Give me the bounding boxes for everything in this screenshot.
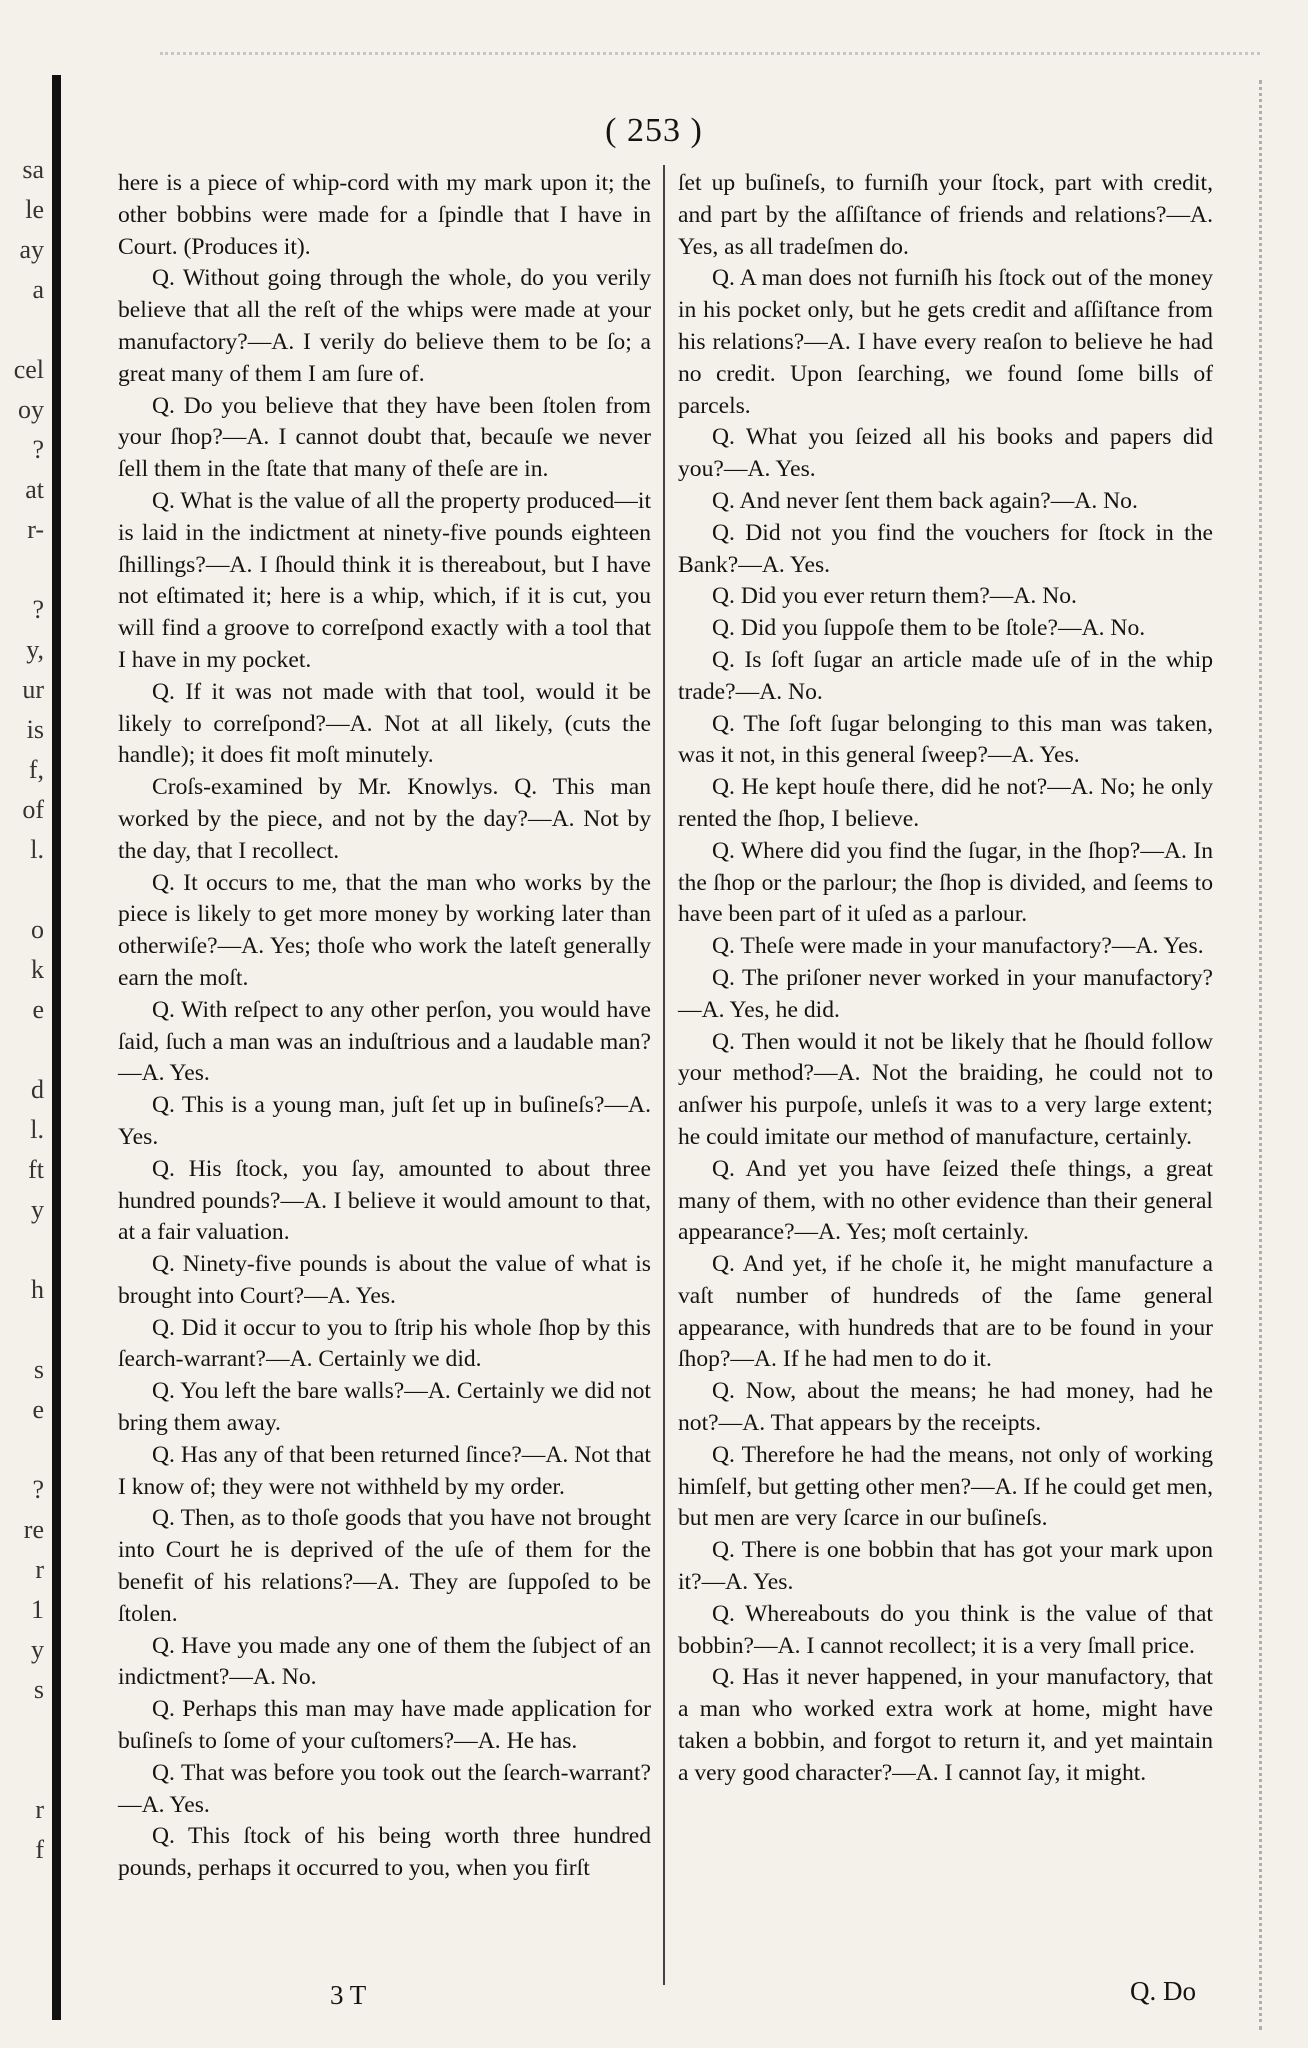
adjacent-page-fragments <box>0 150 44 1950</box>
page-number: ( 253 ) <box>605 112 703 149</box>
paragraph: Q. This is a young man, juſt ſet up in buſineſs?—A. Yes. <box>118 1092 651 1150</box>
paragraph: Q. Has it never happened, in your manufactory, that a man who worked extra work at home, might have taken a bobbin, and forgot to return it, and yet maintain a very good character?—A. I cannot ſay, it might. <box>678 1664 1213 1786</box>
paragraph: Q. And yet, if he choſe it, he might manufacture a vaſt number of hundreds of the ſame general appearance, with hundreds that are to be found in your ſhop?—A. If he had men to do it. <box>678 1251 1213 1373</box>
fragment <box>0 870 44 910</box>
fragment <box>0 310 44 350</box>
paragraph: Q. Is ſoft ſugar an article made uſe of in the whip trade?—A. No. <box>678 646 1213 705</box>
paragraph: Q. Have you made any one of them the ſubject of an indictment?—A. No. <box>118 1632 651 1691</box>
fragment <box>0 1750 44 1790</box>
paragraph: Q. Therefore he had the means, not only of working himſelf, but getting other men?—A. If he could get men, but men are very ſcarce in our buſineſs. <box>678 1441 1213 1532</box>
paragraph: Q. A man does not furniſh his ſtock out of the money in his pocket only, but he gets credit and aſſiſtance from his relations?—A. I have every reaſon to believe he had no credit. Upon ſearching, we found ſome bills of parcels. <box>678 265 1213 419</box>
paragraph: Q. Where did you find the ſugar, in the ſhop?—A. In the ſhop or the parlour; the ſhop is divided, and ſeems to have been part of it uſed as a parlour. <box>678 837 1213 928</box>
paragraph: Q. What you ſeized all his books and papers did you?—A. Yes. <box>678 424 1213 483</box>
fragment: y <box>31 1635 44 1664</box>
fragment: a <box>32 275 44 304</box>
scan-noise-right <box>1259 80 1302 2030</box>
fragment: r <box>35 1555 44 1584</box>
fragment: cel <box>13 355 44 384</box>
paragraph: Q. If it was not made with that tool, would it be likely to correſpond?—A. Not at all likely, (cuts the handle); it does fit moſt minutely. <box>118 678 651 769</box>
fragment: 1 <box>31 1595 44 1624</box>
paragraph: Q. And never ſent them back again?—A. No. <box>712 487 1138 514</box>
fragment: s <box>33 1675 44 1704</box>
paragraph: ſet up buſineſs, to furniſh your ſtock, part with credit, and part by the aſſiſtance of friends and relations?—A. Yes, as all tradeſmen do. <box>678 170 1213 260</box>
paragraph: Q. Do you believe that they have been ſtolen from your ſhop?—A. I cannot doubt that, becauſe we never ſell them in the ſtate that many of theſe are in. <box>118 392 651 483</box>
fragment: ft <box>28 1155 44 1184</box>
paragraph: Q. And yet you have ſeized theſe things, a great many of them, with no other evidence than their general appearance?—A. Yes; moſt certainly. <box>678 1155 1213 1246</box>
paragraph: Q. That was before you took out the ſearch-warrant?—A. Yes. <box>118 1759 651 1818</box>
paragraph: Q. Then, as to thoſe goods that you have not brought into Court he is deprived of the uſe of them for the benefit of his relations?—A. They are ſuppoſed to be ſtolen. <box>118 1505 651 1627</box>
fragment <box>0 1870 44 1910</box>
paragraph: Q. Now, about the means; he had money, had he not?—A. That appears by the receipts. <box>678 1378 1213 1437</box>
left-column <box>118 168 651 1885</box>
fragment: is <box>26 715 44 744</box>
fragment <box>0 1310 44 1350</box>
fragment <box>0 1030 44 1070</box>
paragraph: Q. You left the bare walls?—A. Certainly we did not bring them away. <box>118 1378 651 1437</box>
fragment: k <box>31 955 44 984</box>
fragment: y <box>31 1195 44 1224</box>
paragraph: Q. The priſoner never worked in your manufactory?—A. Yes, he did. <box>678 964 1213 1023</box>
fragment: r <box>35 1795 44 1824</box>
fragment: f <box>35 1835 44 1864</box>
paragraph: Q. He kept houſe there, did he not?—A. No; he only rented the ſhop, I believe. <box>678 774 1213 832</box>
fragment <box>0 1430 44 1470</box>
right-column <box>678 168 1213 1790</box>
column-divider <box>663 165 665 1985</box>
paragraph: Q. Has any of that been returned ſince?—A. Not that I know of; they were not withheld by my order. <box>118 1441 651 1500</box>
fragment: ? <box>32 595 44 624</box>
paragraph: here is a piece of whip-cord with my mark upon it; the other bobbins were made for a ſpindle that I have in Court. (Produces it). <box>118 170 651 260</box>
fragment: h <box>31 1275 44 1304</box>
fragment <box>0 1230 44 1270</box>
paragraph: Q. The ſoft ſugar belonging to this man was taken, was it not, in this general ſweep?—A. Yes. <box>678 710 1213 769</box>
fragment: le <box>25 195 44 224</box>
fragment: oy <box>18 395 44 424</box>
fragment: ? <box>32 1475 44 1504</box>
fragment: r- <box>27 515 44 544</box>
catchword: Q. Do <box>1130 1976 1196 2006</box>
fragment: of <box>22 795 44 824</box>
fragment <box>0 1710 44 1750</box>
fragment: ay <box>19 235 44 264</box>
fragment: l. <box>30 1115 44 1144</box>
fragment: l. <box>30 835 44 864</box>
fragment: re <box>23 1515 44 1544</box>
signature-mark: 3 T <box>330 1980 367 2010</box>
paragraph: Q. This ſtock of his being worth three hundred pounds, perhaps it occurred to you, when you firſt <box>118 1823 651 1882</box>
scan-noise-top <box>160 52 1260 65</box>
fragment <box>0 550 44 590</box>
paragraph: Q. With reſpect to any other perſon, you would have ſaid, ſuch a man was an induſtrious and a laudable man?—A. Yes. <box>118 996 651 1087</box>
paragraph: Q. Whereabouts do you think is the value of that bobbin?—A. I cannot recollect; it is a very ſmall price. <box>678 1600 1213 1659</box>
fragment: e <box>32 995 44 1024</box>
fragment: ? <box>32 435 44 464</box>
paragraph: Q. Ninety-five pounds is about the value of what is brought into Court?—A. Yes. <box>118 1251 651 1309</box>
fragment: sa <box>22 155 44 184</box>
fragment: e <box>32 1395 44 1424</box>
binding-shadow <box>52 75 61 2020</box>
paragraph: Q. What is the value of all the property produced—it is laid in the indictment at ninety-five pounds eighteen ſhillings?—A. I ſhould think it is thereabout, but I have not eſtimated it; here is a whip, which, if it is cut, you will find a groove to correſpond exactly with a tool that I have in my pocket. <box>118 487 651 673</box>
fragment: at <box>25 475 44 504</box>
fragment: y, <box>26 635 44 664</box>
paragraph: Q. There is one bobbin that has got your mark upon it?—A. Yes. <box>678 1537 1213 1596</box>
paragraph: Q. Did it occur to you to ſtrip his whole ſhop by this ſearch-warrant?—A. Certainly we did. <box>118 1314 651 1373</box>
fragment: f, <box>28 755 44 784</box>
fragment: ur <box>22 675 44 704</box>
paragraph: Q. Did not you find the vouchers for ſtock in the Bank?—A. Yes. <box>678 519 1213 578</box>
fragment: s <box>33 1355 44 1384</box>
fragment: o <box>31 915 44 944</box>
paragraph: Q. Without going through the whole, do you verily believe that all the reſt of the whips were made at your manufactory?—A. I verily do believe them to be ſo; a great many of them I am ſure of. <box>118 265 651 387</box>
paragraph: Q. It occurs to me, that the man who works by the piece is likely to get more money by working later than otherwiſe?—A. Yes; thoſe who work the lateſt generally earn the moſt. <box>118 869 651 991</box>
paragraph: Q. Then would it not be likely that he ſhould follow your method?—A. Not the braiding, he could not to anſwer his purpoſe, unleſs it was to a very large extent; he could imitate our method of manufacture, certainly. <box>678 1028 1213 1150</box>
paragraph: Q. Did you ſuppoſe them to be ſtole?—A. No. <box>712 615 1146 642</box>
paragraph: Q. Perhaps this man may have made application for buſineſs to ſome of your cuſtomers?—A. He has. <box>118 1696 651 1755</box>
fragment: d <box>31 1075 44 1104</box>
paragraph: Croſs-examined by Mr. Knowlys. Q. This man worked by the piece, and not by the day?—A. Not by the day, that I recollect. <box>118 774 651 864</box>
paragraph: Q. His ſtock, you ſay, amounted to about three hundred pounds?—A. I believe it would amount to that, at a fair valuation. <box>118 1155 651 1246</box>
fragment <box>0 1910 44 1950</box>
paragraph: Q. Did you ever return them?—A. No. <box>712 583 1077 610</box>
paragraph: Q. Theſe were made in your manufactory?—A. Yes. <box>712 933 1204 960</box>
